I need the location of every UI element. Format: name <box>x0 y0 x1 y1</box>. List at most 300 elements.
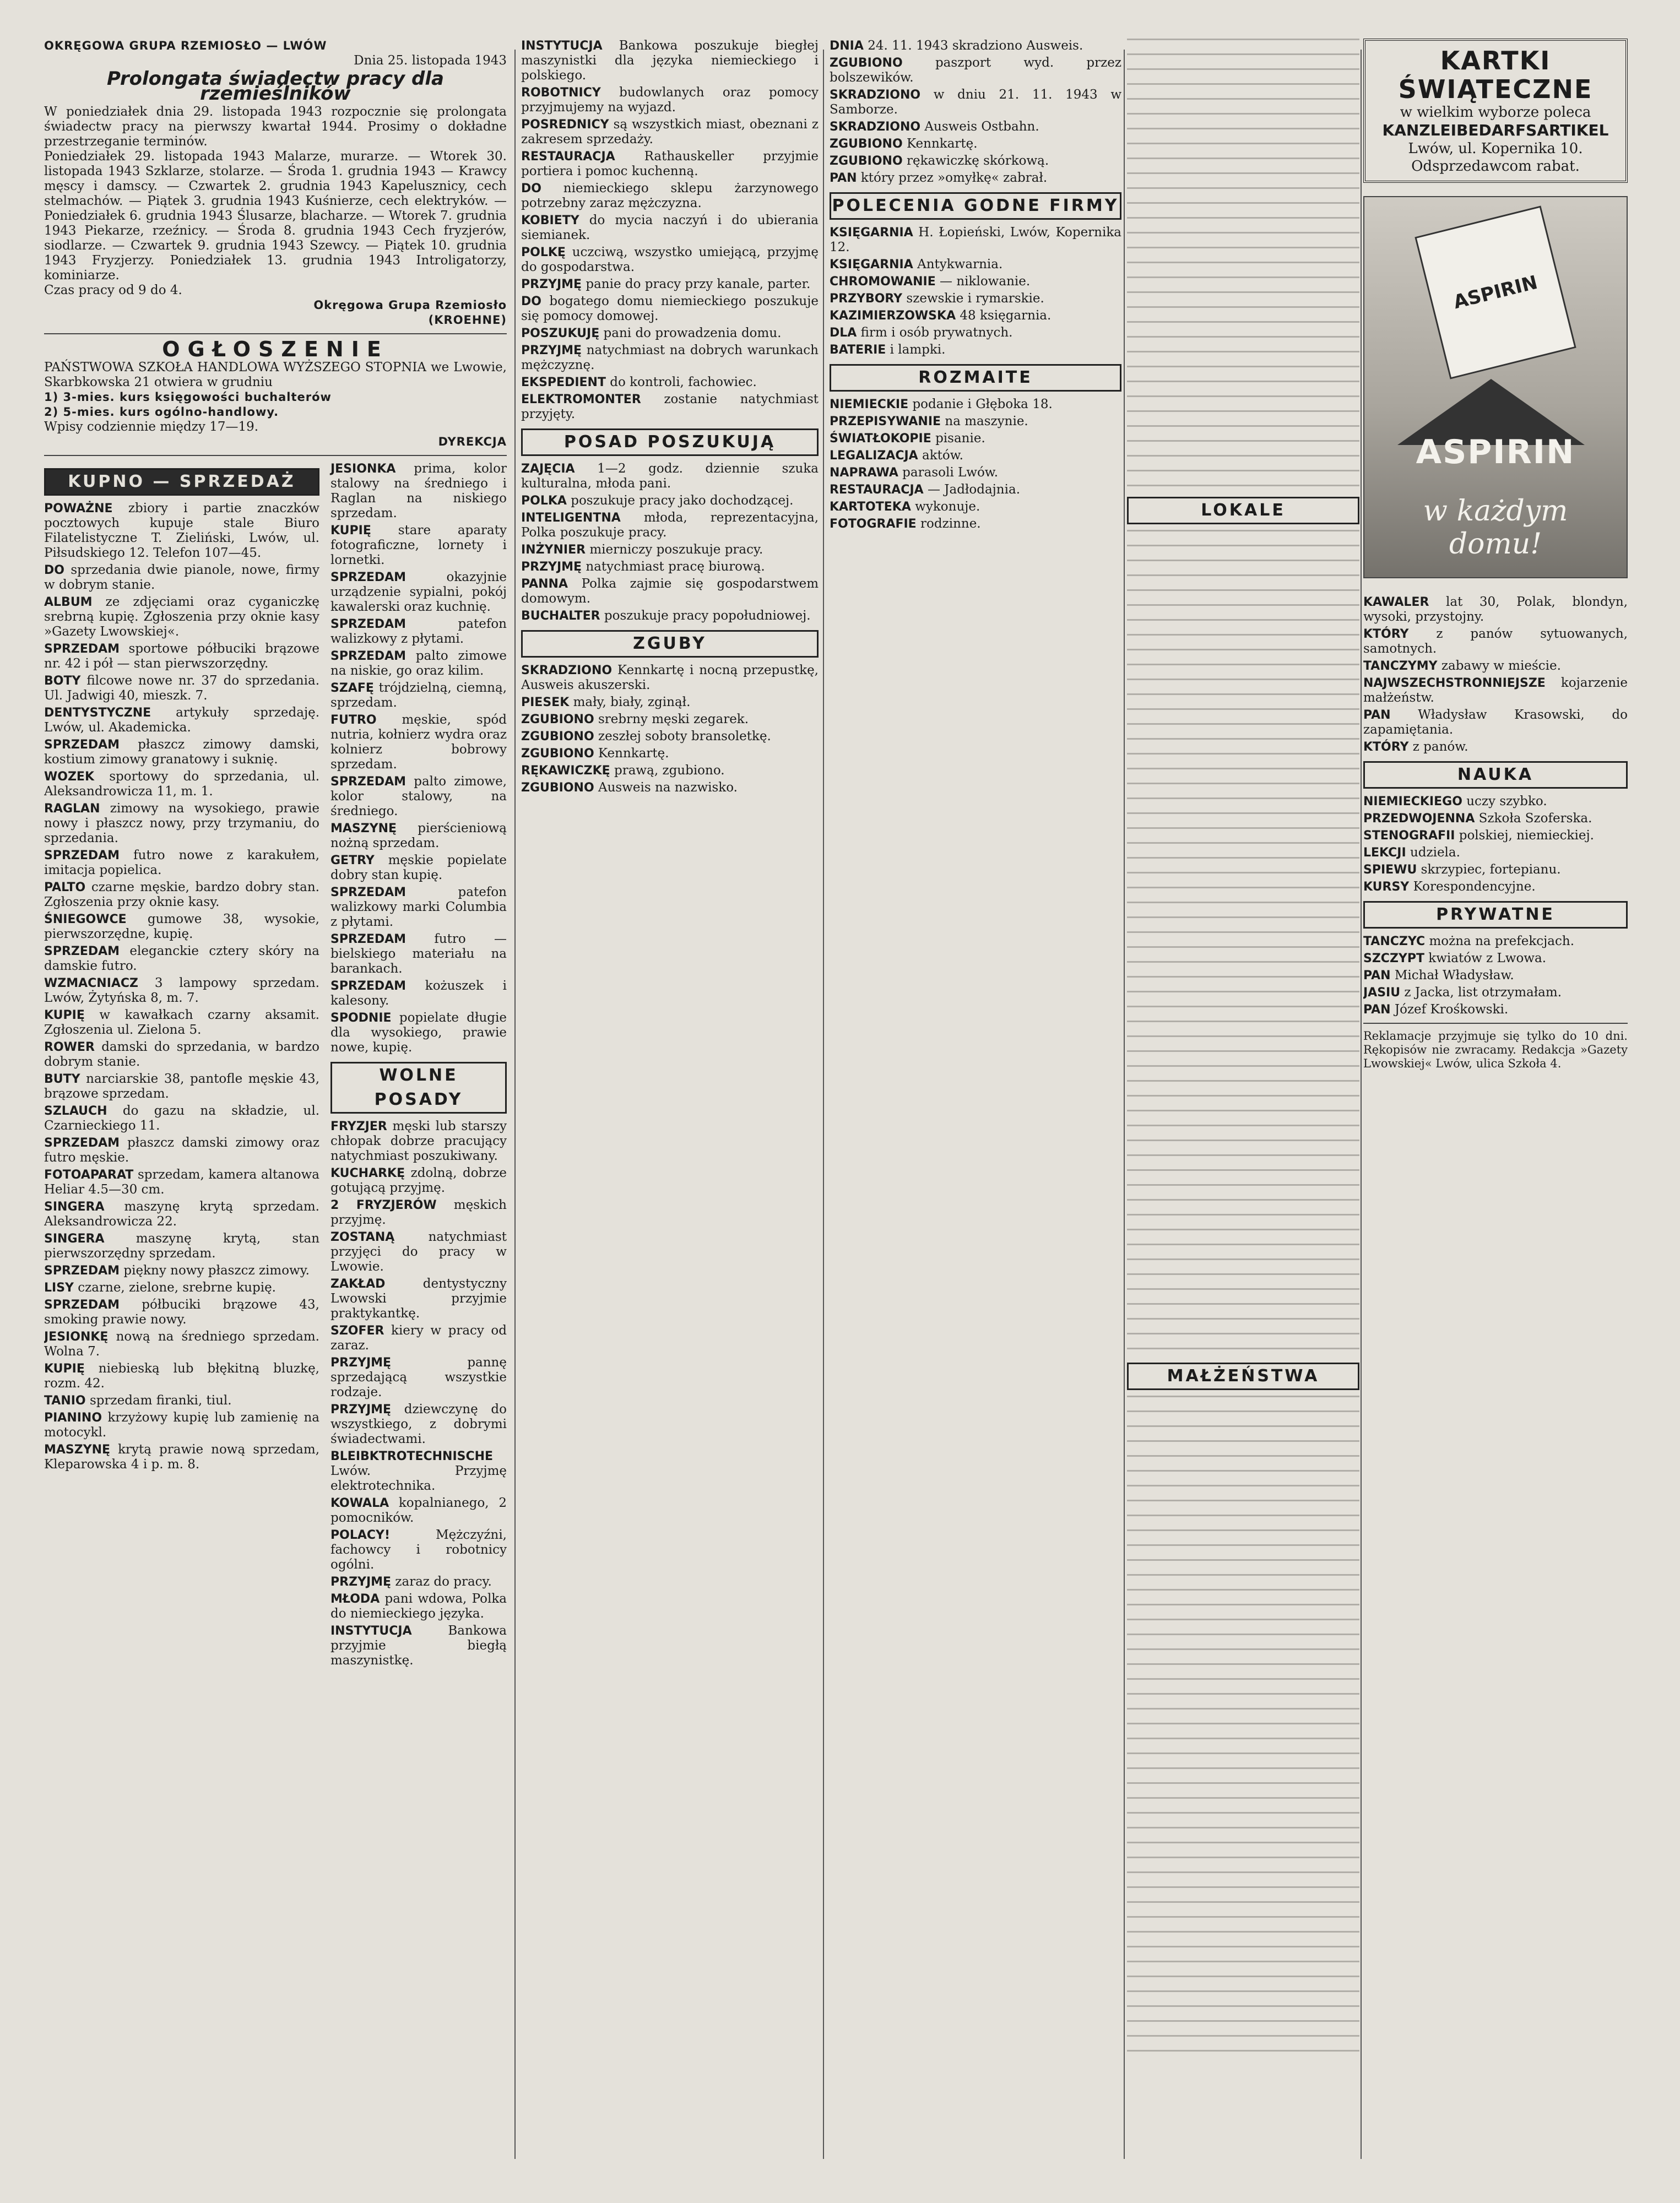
column-4 <box>1127 39 1359 2164</box>
classified-ad <box>330 570 507 615</box>
ad-keyword: SPIEWU <box>1363 863 1417 877</box>
ad-text: prima, kolor stalowy na średniego i Raglan na niskiego sprzedam. <box>330 462 507 520</box>
classified-ad <box>1363 794 1628 809</box>
ad-keyword: MŁODA <box>330 1592 380 1606</box>
ad-text: narciarskie 38, pantofle męskie 43, brązowe sprzedam. <box>44 1072 320 1101</box>
ad-keyword: ZAKŁAD <box>330 1277 386 1291</box>
ad-keyword: FOTOAPARAT <box>44 1168 134 1182</box>
ad-text: popielate długie dla wysokiego, prawie nowe, kupię. <box>330 1011 507 1055</box>
ad-keyword: WZMACNIACZ <box>44 976 139 990</box>
classified-ad <box>521 663 819 693</box>
classified-ad <box>44 1410 319 1440</box>
ad-keyword: SPRZEDAM <box>330 932 407 946</box>
ad-keyword: SKRADZIONO <box>830 120 921 134</box>
ad-keyword: RESTAURACJA <box>830 483 924 497</box>
notice-item: 1) 3-mies. kurs księgowości buchalterów <box>44 390 332 404</box>
classified-ad <box>830 225 1121 255</box>
classified-ad <box>330 1592 507 1621</box>
ad-keyword: BATERIE <box>830 343 886 357</box>
classified-ad <box>1363 951 1628 966</box>
ad-keyword: KSIĘGARNIA <box>830 258 913 272</box>
classified-ad <box>521 181 819 211</box>
ad-text: kojarzenie małżeństw. <box>1363 676 1628 705</box>
org-title: OKRĘGOWA GRUPA RZEMIOSŁO — LWÓW <box>44 39 327 52</box>
ad-keyword: DLA <box>830 326 857 340</box>
ad-keyword: ZGUBIONO <box>521 747 594 761</box>
classified-ad <box>1363 627 1628 656</box>
ad-keyword: WOZEK <box>44 770 94 784</box>
classified-list <box>830 225 1121 357</box>
ad-keyword: KTÓRY <box>1363 627 1409 641</box>
ad-keyword: ELEKTROMONTER <box>521 393 641 406</box>
ad-text: szewskie i rymarskie. <box>906 291 1044 306</box>
ad-text: uczciwą, wszystko umiejącą, przyjmę do gospodarstwa. <box>521 245 819 274</box>
ad-text: gumowe 38, wysokie, pierwszorzędne, kupię. <box>44 912 319 941</box>
classified-ad <box>1363 934 1628 949</box>
ad-keyword: SPRZEDAM <box>44 738 120 752</box>
classified-ad <box>330 523 507 568</box>
ad-company: KANZLEIBEDARFSARTIKEL <box>1382 121 1609 139</box>
classified-ad <box>830 137 1121 151</box>
ad-text: dentystyczny Lwowski przyjmie praktykantkę. <box>330 1277 507 1321</box>
classified-ad <box>330 853 507 883</box>
ad-text: w dniu 21. 11. 1943 w Samborze. <box>830 88 1121 117</box>
section-header-malzenstwa: MAŁŻEŃSTWA <box>1127 1363 1359 1390</box>
classified-ad <box>1363 985 1628 1000</box>
ad-text: z Jacka, list otrzymałam. <box>1404 985 1562 1000</box>
classified-ad <box>330 979 507 1008</box>
classified-ad <box>830 448 1121 463</box>
ad-text: budowlanych oraz pomocy przyjmujemy na wyjazd. <box>521 85 819 115</box>
ad-text: męskie popielate dobry stan kupię. <box>330 853 507 882</box>
ad-text: — Jadłodajnia. <box>927 482 1020 497</box>
classified-ad <box>521 392 819 422</box>
classified-ad <box>521 85 819 115</box>
section-header-polecenia: POLECENIA GODNE FIRMY <box>830 192 1121 220</box>
divider <box>44 455 507 456</box>
ad-keyword: INSTYTUCJA <box>521 39 603 53</box>
ad-text: zeszłej soboty bransoletkę. <box>598 729 771 744</box>
ad-address: Lwów, ul. Kopernika 10. <box>1408 140 1583 157</box>
ad-keyword: TANCZYC <box>1363 935 1426 948</box>
classified-ad <box>44 595 319 639</box>
classified-ad <box>44 944 319 974</box>
classified-ad <box>1363 659 1628 674</box>
classified-ad <box>1363 740 1628 755</box>
classified-list <box>830 397 1121 531</box>
classified-ad <box>521 493 819 508</box>
ad-keyword: STENOGRAFII <box>1363 829 1455 843</box>
classified-ad <box>521 542 819 557</box>
section-header-prywatne: PRYWATNE <box>1363 901 1628 929</box>
ad-keyword: BUTY <box>44 1072 80 1086</box>
ad-keyword: ZGUBIONO <box>521 730 594 744</box>
ad-text: aktów. <box>922 448 963 463</box>
ad-keyword: SPRZEDAM <box>44 1264 120 1278</box>
classified-ad <box>521 609 819 623</box>
ad-text: sprzedania dwie pianole, nowe, firmy w dobrym stanie. <box>44 563 319 592</box>
classified-ad <box>830 88 1121 117</box>
classified-ad <box>521 375 819 390</box>
advertisement-kartki <box>1363 39 1628 183</box>
aspirin-slogan: w każdym domu! <box>1423 495 1568 561</box>
ad-keyword: SKRADZIONO <box>521 664 613 677</box>
classified-ad <box>44 1330 319 1359</box>
ad-keyword: SPRZEDAM <box>44 945 120 958</box>
ad-text: artykuły sprzedaję. Lwów, ul. Akademicka. <box>44 706 319 735</box>
classified-ad <box>521 780 819 795</box>
classified-ad <box>830 257 1121 272</box>
ad-keyword: TANIO <box>44 1394 86 1408</box>
classified-ad <box>44 642 319 671</box>
headline: Prolongata świadectw pracy dla rzemieślników <box>107 68 444 105</box>
classified-ad <box>330 1119 507 1164</box>
classified-list <box>1363 595 1628 755</box>
ad-keyword: PANNA <box>521 577 568 591</box>
ad-keyword: ALBUM <box>44 595 93 609</box>
classified-ad <box>521 577 819 606</box>
ad-text: skrzypiec, fortepianu. <box>1421 862 1561 877</box>
classified-ad <box>330 1277 507 1321</box>
ad-text: Polka zajmie się gospodarstwem domowym. <box>521 577 819 606</box>
ad-text: piękny nowy płaszcz zimowy. <box>123 1263 310 1278</box>
ad-keyword: PAN <box>1363 969 1391 983</box>
ad-keyword: LEGALIZACJA <box>830 449 918 463</box>
classified-ad <box>330 1198 507 1228</box>
ad-text: dziewczynę do wszystkiego, z dobrymi świadectwami. <box>330 1402 507 1446</box>
ad-text: maszynę krytą sprzedam. Aleksandrowicza 22. <box>44 1200 319 1229</box>
classified-ad <box>44 769 319 799</box>
notice-signature: DYREKCJA <box>438 435 507 448</box>
ad-text: półbuciki brązowe 43, smoking prawie nowy. <box>44 1298 319 1327</box>
ad-keyword: SPRZEDAM <box>330 886 407 899</box>
section-header-posad-poszukuja: POSAD POSZUKUJĄ <box>521 428 819 456</box>
ad-keyword: FRYZJER <box>330 1120 387 1133</box>
ad-text: Bankowa przyjmie biegłą maszynistkę. <box>330 1624 507 1668</box>
ad-keyword: SPRZEDAM <box>44 642 120 656</box>
notice-body: PAŃSTWOWA SZKOŁA HANDLOWA WYŻSZEGO STOPNIA we Lwowie, Skarbkowska 21 otwiera w grudniu <box>44 360 507 389</box>
ad-keyword: ŚWIATŁOKOPIE <box>830 432 931 446</box>
classified-ad <box>44 1072 319 1102</box>
classified-ad <box>330 885 507 930</box>
ad-text: płaszcz zimowy damski, kostium zimowy granatowy i suknię. <box>44 737 319 767</box>
ad-text: maszynę krytą, stan pierwszorzędny sprzedam. <box>44 1231 320 1261</box>
section-header-wolne-posady: WOLNE POSADY <box>330 1062 507 1114</box>
ad-keyword: 2 FRYZJERÓW <box>330 1198 437 1212</box>
classified-ad <box>521 39 819 83</box>
classified-ad <box>330 774 507 819</box>
ad-text: sportowe półbuciki brązowe nr. 42 i pół — stan pierwszorzędny. <box>44 642 320 671</box>
ad-text: Ausweis na nazwisko. <box>598 780 738 795</box>
ad-keyword: RĘKAWICZKĘ <box>521 764 610 778</box>
classified-ad <box>44 1280 319 1295</box>
text-block <box>1127 39 1359 490</box>
classified-ad <box>44 674 319 703</box>
ad-text: pani do prowadzenia domu. <box>603 326 782 340</box>
classified-list <box>521 462 819 623</box>
ad-keyword: PRZYJMĘ <box>521 278 582 291</box>
ad-line: w wielkim wyborze poleca <box>1400 104 1591 121</box>
ad-text: płaszcz damski zimowy oraz futro męskie. <box>44 1136 319 1165</box>
ad-text: rodzinne. <box>920 517 981 531</box>
ad-keyword: PRZYBORY <box>830 292 903 306</box>
ad-keyword: ŚNIEGOWCE <box>44 913 127 926</box>
ad-keyword: NAPRAWA <box>830 466 898 480</box>
kupno-continued <box>330 462 507 1670</box>
ad-text: paszport wyd. przez bolszewików. <box>830 56 1121 85</box>
classified-ad <box>330 713 507 772</box>
ad-text: Władysław Krasowski, do zapamiętania. <box>1363 708 1628 737</box>
ad-keyword: RAGLAN <box>44 802 100 816</box>
ad-keyword: SKRADZIONO <box>830 88 921 102</box>
ad-text: Michał Władysław. <box>1394 968 1514 983</box>
ad-text: ze zdjęciami oraz cyganiczkę srebrną kupię. Zgłoszenia przy oknie kasy »Gazety Lwowskiej«. <box>44 595 320 639</box>
classified-ad <box>830 308 1121 323</box>
ad-keyword: POSREDNICY <box>521 118 609 132</box>
ad-keyword: SZCZYPT <box>1363 952 1424 965</box>
ad-keyword: BOTY <box>44 674 81 688</box>
ad-keyword: DNIA <box>830 39 864 53</box>
classified-ad <box>44 706 319 735</box>
classified-ad <box>521 245 819 275</box>
section-header-zguby: ZGUBY <box>521 630 819 658</box>
ad-keyword: BLEIBKTROTECHNISCHE <box>330 1450 494 1463</box>
ad-text: Antykwarnia. <box>917 257 1003 272</box>
classified-list <box>1363 934 1628 1017</box>
classified-ad <box>830 517 1121 531</box>
ad-keyword: KARTOTEKA <box>830 500 911 514</box>
classified-ad <box>830 500 1121 514</box>
ad-keyword: KURSY <box>1363 880 1410 894</box>
ad-keyword: TANCZYMY <box>1363 659 1438 673</box>
ad-text: kiery w pracy od zaraz. <box>330 1323 507 1353</box>
ad-keyword: KSIĘGARNIA <box>830 226 913 240</box>
ad-title: KARTKI ŚWIĄTECZNE <box>1398 46 1593 104</box>
notice-enrol: Wpisy codziennie między 17—19. <box>44 420 259 434</box>
ad-text: czarne, zielone, srebrne kupię. <box>78 1280 276 1295</box>
ad-text: z panów. <box>1412 740 1468 754</box>
ad-keyword: RESTAURACJA <box>521 150 615 164</box>
ad-keyword: SZOFER <box>330 1324 384 1338</box>
ad-text: do kontroli, fachowiec. <box>610 375 757 389</box>
ad-text: do mycia naczyń i do ubierania siemianek. <box>521 213 819 242</box>
article-signature: Okręgowa Grupa Rzemiosło <box>313 299 507 312</box>
ad-keyword: KOWALA <box>330 1496 389 1510</box>
classified-ad <box>44 1231 319 1261</box>
ad-text: udziela. <box>1410 845 1460 860</box>
ad-keyword: ZGUBIONO <box>830 137 903 151</box>
ad-keyword: EKSPEDIENT <box>521 376 606 389</box>
ad-text: który przez »omyłkę« zabrał. <box>860 171 1048 185</box>
classified-ad <box>1363 1002 1628 1017</box>
ad-keyword: MASZYNĘ <box>330 822 397 835</box>
ad-keyword: NAJWSZECHSTRONNIEJSZE <box>1363 676 1546 690</box>
section-header-kupno: KUPNO — SPRZEDAŻ <box>44 468 319 496</box>
ad-text: parasoli Lwów. <box>902 465 999 480</box>
ad-keyword: KOBIETY <box>521 214 579 227</box>
classified-ad <box>830 414 1121 429</box>
ad-text: Mężczyźni, fachowcy i robotnicy ogólni. <box>330 1528 507 1572</box>
ad-text: patefon walizkowy marki Columbia z płytami. <box>330 885 507 929</box>
classified-ad <box>330 1402 507 1447</box>
classified-list <box>521 39 819 422</box>
ad-keyword: INŻYNIER <box>521 543 586 557</box>
classified-ad <box>521 277 819 292</box>
ad-keyword: POSZUKUJĘ <box>521 327 600 340</box>
ad-keyword: ZGUBIONO <box>521 781 594 795</box>
ad-keyword: DENTYSTYCZNE <box>44 706 151 720</box>
ad-text: z panów sytuowanych, samotnych. <box>1363 627 1628 656</box>
text-block <box>1127 1396 1359 2057</box>
classified-ad <box>1363 880 1628 894</box>
classified-ad <box>44 801 319 846</box>
classified-ad <box>521 343 819 373</box>
classified-ad <box>521 695 819 710</box>
classified-ad <box>830 325 1121 340</box>
ad-text: i lampki. <box>890 343 946 357</box>
ad-text: futro nowe z karakułem, imitacja popielica. <box>44 848 320 877</box>
classified-ad <box>521 462 819 491</box>
classified-list <box>830 39 1121 186</box>
classified-ad <box>521 763 819 778</box>
ad-text: palto zimowe na niskie, go oraz kilim. <box>330 649 507 678</box>
classified-ad <box>521 746 819 761</box>
classified-list <box>330 462 507 1055</box>
divider <box>44 333 507 334</box>
classified-ad <box>1363 968 1628 983</box>
ad-text: zbiory i partie znaczków pocztowych kupuje stale Biuro Filatelistyczne T. Zieliński, Lwów, ul. Piłsudskiego 12. Telefon 107—45. <box>44 501 320 560</box>
ad-text: Józef Krośkowski. <box>1394 1002 1509 1017</box>
ad-text: Kennkartę i nocną przepustkę, Ausweis akuszerski. <box>521 663 819 692</box>
classified-ad <box>830 482 1121 497</box>
ad-text: Korespondencyjne. <box>1413 880 1536 894</box>
ad-keyword: CHROMOWANIE <box>830 275 936 289</box>
classified-ad <box>330 932 507 976</box>
classified-ad <box>330 1449 507 1494</box>
ad-keyword: ROWER <box>44 1040 95 1054</box>
classified-ad <box>330 1011 507 1055</box>
ad-keyword: POLKĘ <box>521 246 566 259</box>
classified-ad <box>830 431 1121 446</box>
classified-ad <box>44 1104 319 1133</box>
classified-ad <box>521 117 819 147</box>
ad-text: Kennkartę. <box>598 746 669 761</box>
ad-text: mierniczy poszukuje pracy. <box>589 542 763 557</box>
section-header-rozmaite: ROZMAITE <box>830 364 1121 392</box>
ad-text: okazyjnie urządzenie sypialni, pokój kawalerski oraz kuchnię. <box>330 570 507 614</box>
ad-keyword: KUPIĘ <box>44 1008 85 1022</box>
ad-keyword: SZAFĘ <box>330 681 374 695</box>
ad-text: stare aparaty fotograficzne, lornety i lornetki. <box>330 523 507 567</box>
classified-ad <box>330 1355 507 1400</box>
ad-text: trójdzielną, ciemną, sprzedam. <box>330 681 507 710</box>
classified-ad <box>521 729 819 744</box>
classified-ad <box>44 1263 319 1278</box>
ad-text: męskich przyjmę. <box>330 1198 507 1227</box>
classified-ad <box>44 848 319 878</box>
classified-ad <box>1363 828 1628 843</box>
article-signature-name: (KROEHNE) <box>428 313 507 327</box>
notice-title: OGŁOSZENIE <box>162 337 389 361</box>
ad-text: męskie, spód nutria, kołnierz wydra oraz kolnierz bobrowy sprzedam. <box>330 713 507 772</box>
ad-text: niebieską lub błękitną bluzkę, rozm. 42. <box>44 1361 319 1391</box>
ad-text: pierścieniową nożną sprzedam. <box>330 821 507 850</box>
classified-list <box>1363 794 1628 894</box>
ad-text: czarne męskie, bardzo dobry stan. Zgłoszenia przy oknie kasy. <box>44 880 319 909</box>
ad-keyword: SZLAUCH <box>44 1104 107 1118</box>
ad-keyword: PIANINO <box>44 1411 102 1425</box>
classified-ad <box>330 821 507 851</box>
ad-keyword: KUCHARKĘ <box>330 1166 405 1180</box>
classified-ad <box>1363 862 1628 877</box>
ad-keyword: PRZYJMĘ <box>521 560 582 574</box>
classified-list <box>521 663 819 795</box>
notice-date: Dnia 25. listopada 1943 <box>354 53 507 68</box>
column-2 <box>521 39 819 2164</box>
ad-keyword: PAN <box>1363 708 1391 722</box>
ad-keyword: DO <box>521 182 541 196</box>
classified-ad <box>44 1168 319 1197</box>
ad-keyword: PRZEDWOJENNA <box>1363 812 1475 826</box>
classified-ad <box>521 213 819 243</box>
classified-ad <box>330 649 507 679</box>
section-header-lokale: LOKALE <box>1127 497 1359 524</box>
classified-list <box>330 1119 507 1668</box>
classified-ad <box>330 1323 507 1353</box>
column-1 <box>44 39 507 2164</box>
ad-text: pani wdowa, Polka do niemieckiego języka. <box>330 1592 507 1621</box>
classified-ad <box>830 397 1121 412</box>
classified-ad <box>44 976 319 1006</box>
ad-text: natychmiast na dobrych warunkach mężczyznę. <box>521 343 819 372</box>
classified-ad <box>830 171 1121 186</box>
column-3 <box>830 39 1121 2164</box>
classified-ad <box>330 1528 507 1572</box>
ad-keyword: DO <box>44 563 64 577</box>
classified-ad <box>44 737 319 767</box>
classified-ad <box>830 39 1121 53</box>
ad-keyword: POWAŻNE <box>44 502 113 516</box>
ad-keyword: SPRZEDAM <box>330 617 407 631</box>
classified-ad <box>830 154 1121 169</box>
ad-keyword: LEKCJI <box>1363 846 1406 860</box>
classified-ad <box>330 681 507 710</box>
ad-text: natychmiast pracę biurową. <box>586 560 765 574</box>
ad-text: 3 lampowy sprzedam. Lwów, Żytyńska 8, m. 7. <box>44 976 319 1005</box>
classified-ad <box>830 274 1121 289</box>
ad-text: krzyżowy kupię lub zamienię na motocykl. <box>44 1410 319 1440</box>
ad-keyword: SPRZEDAM <box>330 649 407 663</box>
ad-text: sprzedam, kamera altanowa Heliar 4.5—30 cm. <box>44 1168 319 1197</box>
ad-text: bogatego domu niemieckiego poszukuje się pomocy domowej. <box>521 294 819 323</box>
ad-keyword: PAN <box>830 171 857 185</box>
ad-text: zostanie natychmiast przyjęty. <box>521 392 819 421</box>
column-divider <box>1361 50 1362 2159</box>
ad-text: natychmiast przyjęci do pracy w Lwowie. <box>330 1230 507 1274</box>
ad-keyword: PRZYJMĘ <box>330 1575 392 1589</box>
ad-keyword: SPODNIE <box>330 1011 392 1025</box>
column-5 <box>1363 39 1628 2164</box>
ad-text: filcowe nowe nr. 37 do sprzedania. Ul. Jadwigi 40, mieszk. 7. <box>44 674 320 703</box>
ad-text: 24. 11. 1943 skradziono Ausweis. <box>868 39 1083 53</box>
aspirin-box-illustration: ASPIRIN <box>1415 205 1576 379</box>
classified-ad <box>830 56 1121 85</box>
text-block <box>1127 530 1359 1356</box>
ad-keyword: PIESEK <box>521 696 570 709</box>
ad-text: młoda, reprezentacyjna, Polka poszukuje pracy. <box>521 511 819 540</box>
classified-ad <box>521 712 819 727</box>
classified-list <box>44 501 319 1472</box>
